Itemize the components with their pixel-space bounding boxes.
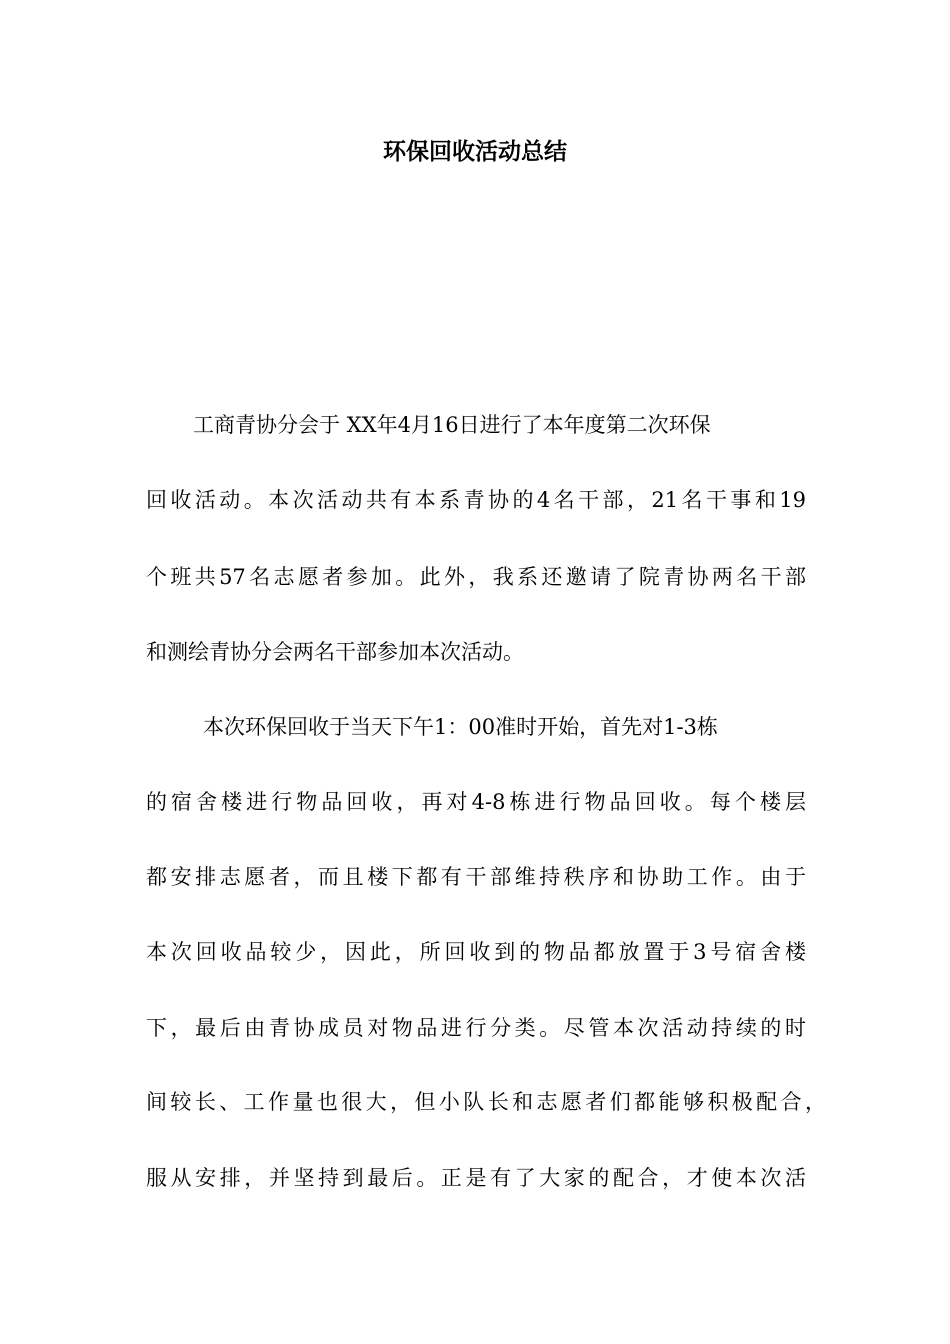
paragraph-1-line-2: 回收活动。本次活动共有本系青协的4名干部，21名干事和19	[146, 488, 806, 512]
paragraph-2-line-7: 服从安排，并坚持到最后。正是有了大家的配合，才使本次活	[146, 1166, 806, 1190]
paragraph-2-line-3: 都安排志愿者，而且楼下都有干部维持秩序和协助工作。由于	[146, 865, 806, 889]
paragraph-2-line-2: 的宿舍楼进行物品回收，再对4-8栋进行物品回收。每个楼层	[146, 790, 806, 814]
paragraph-2-line-5: 下，最后由青协成员对物品进行分类。尽管本次活动持续的时	[146, 1016, 806, 1040]
paragraph-2-line-6: 间较长、工作量也很大，但小队长和志愿者们都能够积极配合，	[146, 1090, 826, 1114]
paragraph-1-line-4: 和测绘青协分会两名干部参加本次活动。	[146, 640, 524, 664]
document-title: 环保回收活动总结	[383, 139, 567, 165]
paragraph-2-line-4: 本次回收品较少，因此，所回收到的物品都放置于3号宿舍楼	[146, 940, 806, 964]
paragraph-1-line-3: 个班共57名志愿者参加。此外，我系还邀请了院青协两名干部	[146, 565, 806, 589]
paragraph-1-line-1: 工商青协分会于 XX年4月16日进行了本年度第二次环保	[193, 413, 711, 437]
paragraph-2-line-1: 本次环保回收于当天下午1：00准时开始，首先对1-3栋	[203, 715, 718, 739]
